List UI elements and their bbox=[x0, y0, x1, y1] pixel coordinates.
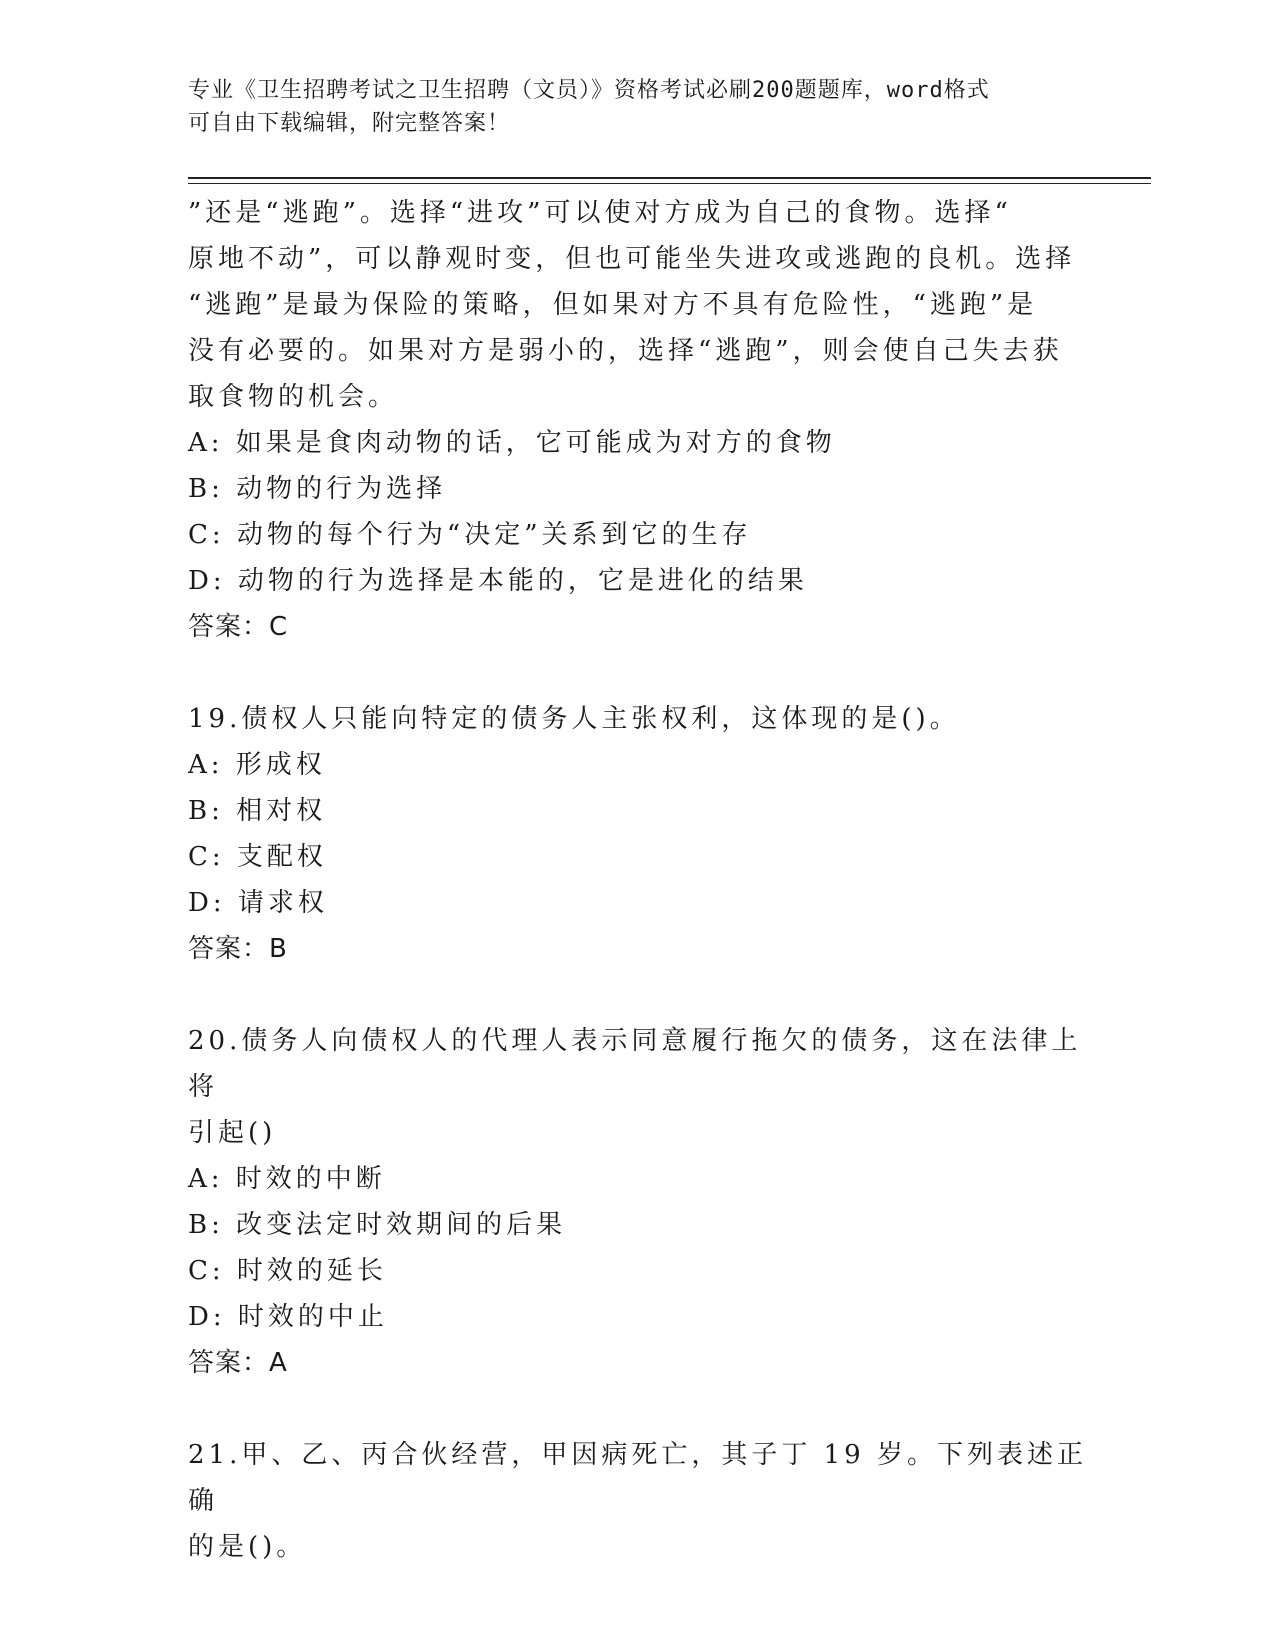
answer-line: 答案：C bbox=[188, 612, 289, 642]
question-stem-continued: 引起() bbox=[188, 1118, 277, 1148]
document-header bbox=[188, 74, 1088, 140]
question-18-continuation bbox=[188, 190, 1088, 650]
spacer bbox=[188, 1386, 1088, 1432]
question-content bbox=[188, 190, 1088, 1570]
answer-line: 答案：A bbox=[188, 1348, 288, 1378]
option-b: B: 相对权 bbox=[188, 796, 327, 826]
option-d: D: 动物的行为选择是本能的，它是进化的结果 bbox=[188, 566, 808, 596]
header-title-line: 专业《卫生招聘考试之卫生招聘（文员）》资格考试必刷200题题库，word格式 bbox=[188, 78, 990, 103]
question-21 bbox=[188, 1432, 1088, 1570]
question-text-line: ”还是“逃跑”。选择“进攻”可以使对方成为自己的食物。选择“ bbox=[188, 198, 1012, 228]
option-c: C: 时效的延长 bbox=[188, 1256, 387, 1286]
option-c: C: 支配权 bbox=[188, 842, 327, 872]
spacer bbox=[188, 650, 1088, 696]
option-a: A: 如果是食肉动物的话，它可能成为对方的食物 bbox=[188, 428, 836, 458]
spacer bbox=[188, 972, 1088, 1018]
question-19 bbox=[188, 696, 1088, 972]
header-subtitle-line: 可自由下载编辑，附完整答案！ bbox=[188, 111, 511, 136]
question-text-line: 原地不动”，可以静观时变，但也可能坐失进攻或逃跑的良机。选择 bbox=[188, 244, 1076, 274]
option-c: C: 动物的每个行为“决定”关系到它的生存 bbox=[188, 520, 752, 550]
question-stem: 19.债权人只能向特定的债务人主张权利，这体现的是()。 bbox=[188, 704, 960, 734]
option-a: A: 形成权 bbox=[188, 750, 326, 780]
option-d: D: 请求权 bbox=[188, 888, 328, 918]
question-text-line: “逃跑”是最为保险的策略，但如果对方不具有危险性，“逃跑”是 bbox=[188, 290, 1038, 320]
option-b: B: 改变法定时效期间的后果 bbox=[188, 1210, 567, 1240]
option-b: B: 动物的行为选择 bbox=[188, 474, 447, 504]
question-stem-continued: 的是()。 bbox=[188, 1532, 307, 1562]
question-stem: 20.债务人向债权人的代理人表示同意履行拖欠的债务，这在法律上将 bbox=[188, 1026, 1082, 1102]
question-text-line: 取食物的机会。 bbox=[188, 382, 399, 412]
answer-line: 答案：B bbox=[188, 934, 288, 964]
header-divider-thin bbox=[188, 183, 1151, 184]
question-text-line: 没有必要的。如果对方是弱小的，选择“逃跑”，则会使自己失去获 bbox=[188, 336, 1063, 366]
option-a: A: 时效的中断 bbox=[188, 1164, 386, 1194]
question-20 bbox=[188, 1018, 1088, 1386]
question-stem: 21.甲、乙、丙合伙经营，甲因病死亡，其子丁 19 岁。下列表述正确 bbox=[188, 1440, 1087, 1516]
header-divider-thick bbox=[188, 177, 1151, 179]
option-d: D: 时效的中止 bbox=[188, 1302, 388, 1332]
